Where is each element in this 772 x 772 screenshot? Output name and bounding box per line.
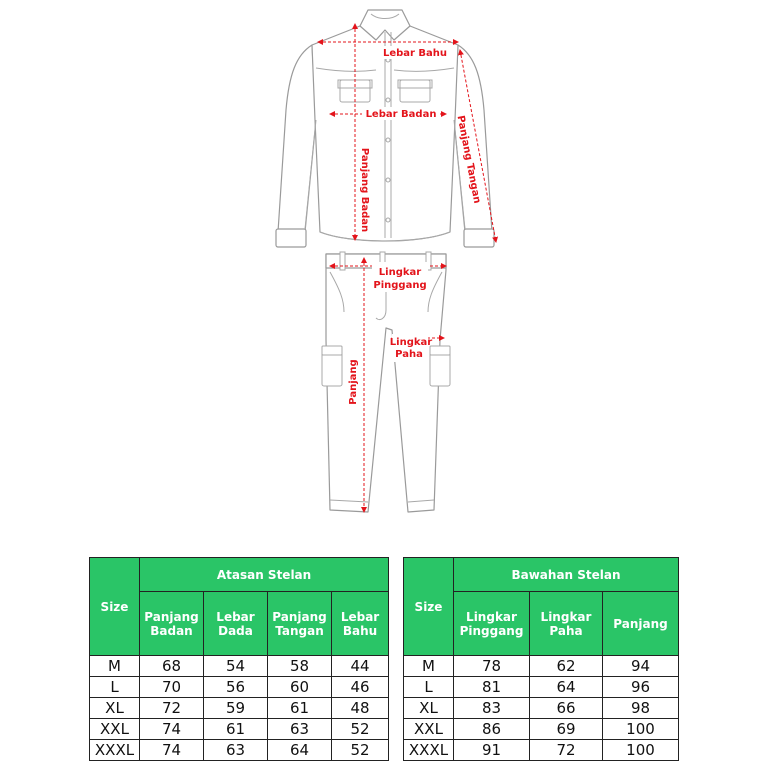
column-header: Lingkar Paha bbox=[530, 592, 603, 656]
value-cell: 61 bbox=[268, 698, 332, 719]
size-cell: XXL bbox=[404, 719, 454, 740]
value-cell: 83 bbox=[454, 698, 530, 719]
column-header: Panjang Badan bbox=[140, 592, 204, 656]
value-cell: 74 bbox=[140, 740, 204, 761]
table-row bbox=[404, 677, 679, 698]
label-lingkar-paha-1: Lingkar bbox=[389, 337, 433, 348]
size-cell: XXL bbox=[90, 719, 140, 740]
value-cell: 61 bbox=[204, 719, 268, 740]
value-cell: 100 bbox=[603, 719, 679, 740]
value-cell: 62 bbox=[530, 656, 603, 677]
table-row bbox=[90, 698, 389, 719]
size-table-bawahan bbox=[403, 557, 679, 761]
value-cell: 63 bbox=[204, 740, 268, 761]
value-cell: 68 bbox=[140, 656, 204, 677]
size-header: Size bbox=[90, 558, 140, 656]
table-row bbox=[404, 656, 679, 677]
value-cell: 86 bbox=[454, 719, 530, 740]
value-cell: 96 bbox=[603, 677, 679, 698]
value-cell: 60 bbox=[268, 677, 332, 698]
group-header-atasan: Atasan Stelan bbox=[140, 558, 389, 592]
label-lebar-bahu: Lebar Bahu bbox=[382, 48, 448, 59]
value-cell: 78 bbox=[454, 656, 530, 677]
table-row bbox=[90, 656, 389, 677]
table-row bbox=[404, 719, 679, 740]
value-cell: 44 bbox=[332, 656, 389, 677]
table-row bbox=[404, 740, 679, 761]
table-row bbox=[90, 740, 389, 761]
table-row bbox=[90, 677, 389, 698]
size-cell: XL bbox=[90, 698, 140, 719]
size-table-atasan bbox=[89, 557, 389, 761]
value-cell: 72 bbox=[530, 740, 603, 761]
size-cell: XXXL bbox=[404, 740, 454, 761]
size-cell: M bbox=[90, 656, 140, 677]
table-row bbox=[90, 719, 389, 740]
group-header-bawahan: Bawahan Stelan bbox=[454, 558, 679, 592]
column-header: Lebar Bahu bbox=[332, 592, 389, 656]
value-cell: 74 bbox=[140, 719, 204, 740]
value-cell: 66 bbox=[530, 698, 603, 719]
value-cell: 46 bbox=[332, 677, 389, 698]
value-cell: 63 bbox=[268, 719, 332, 740]
value-cell: 70 bbox=[140, 677, 204, 698]
size-cell: L bbox=[90, 677, 140, 698]
label-lingkar-pinggang-2: Pinggang bbox=[373, 280, 427, 291]
value-cell: 100 bbox=[603, 740, 679, 761]
table-row bbox=[404, 698, 679, 719]
size-cell: XL bbox=[404, 698, 454, 719]
value-cell: 59 bbox=[204, 698, 268, 719]
value-cell: 81 bbox=[454, 677, 530, 698]
value-cell: 94 bbox=[603, 656, 679, 677]
column-header: Lebar Dada bbox=[204, 592, 268, 656]
value-cell: 52 bbox=[332, 740, 389, 761]
size-cell: M bbox=[404, 656, 454, 677]
label-panjang: Panjang bbox=[348, 359, 359, 405]
value-cell: 52 bbox=[332, 719, 389, 740]
value-cell: 72 bbox=[140, 698, 204, 719]
size-header: Size bbox=[404, 558, 454, 656]
value-cell: 56 bbox=[204, 677, 268, 698]
column-header: Panjang Tangan bbox=[268, 592, 332, 656]
column-header: Panjang bbox=[603, 592, 679, 656]
size-cell: L bbox=[404, 677, 454, 698]
column-header: Lingkar Pinggang bbox=[454, 592, 530, 656]
value-cell: 98 bbox=[603, 698, 679, 719]
value-cell: 54 bbox=[204, 656, 268, 677]
value-cell: 48 bbox=[332, 698, 389, 719]
value-cell: 64 bbox=[268, 740, 332, 761]
value-cell: 58 bbox=[268, 656, 332, 677]
label-panjang-tangan: Panjang Tangan bbox=[454, 114, 483, 205]
label-lingkar-pinggang-1: Lingkar bbox=[378, 267, 422, 278]
value-cell: 91 bbox=[454, 740, 530, 761]
label-panjang-badan: Panjang Badan bbox=[359, 147, 370, 233]
value-cell: 64 bbox=[530, 677, 603, 698]
label-lebar-badan: Lebar Badan bbox=[365, 109, 437, 120]
label-lingkar-paha-2: Paha bbox=[395, 349, 423, 360]
size-cell: XXXL bbox=[90, 740, 140, 761]
value-cell: 69 bbox=[530, 719, 603, 740]
